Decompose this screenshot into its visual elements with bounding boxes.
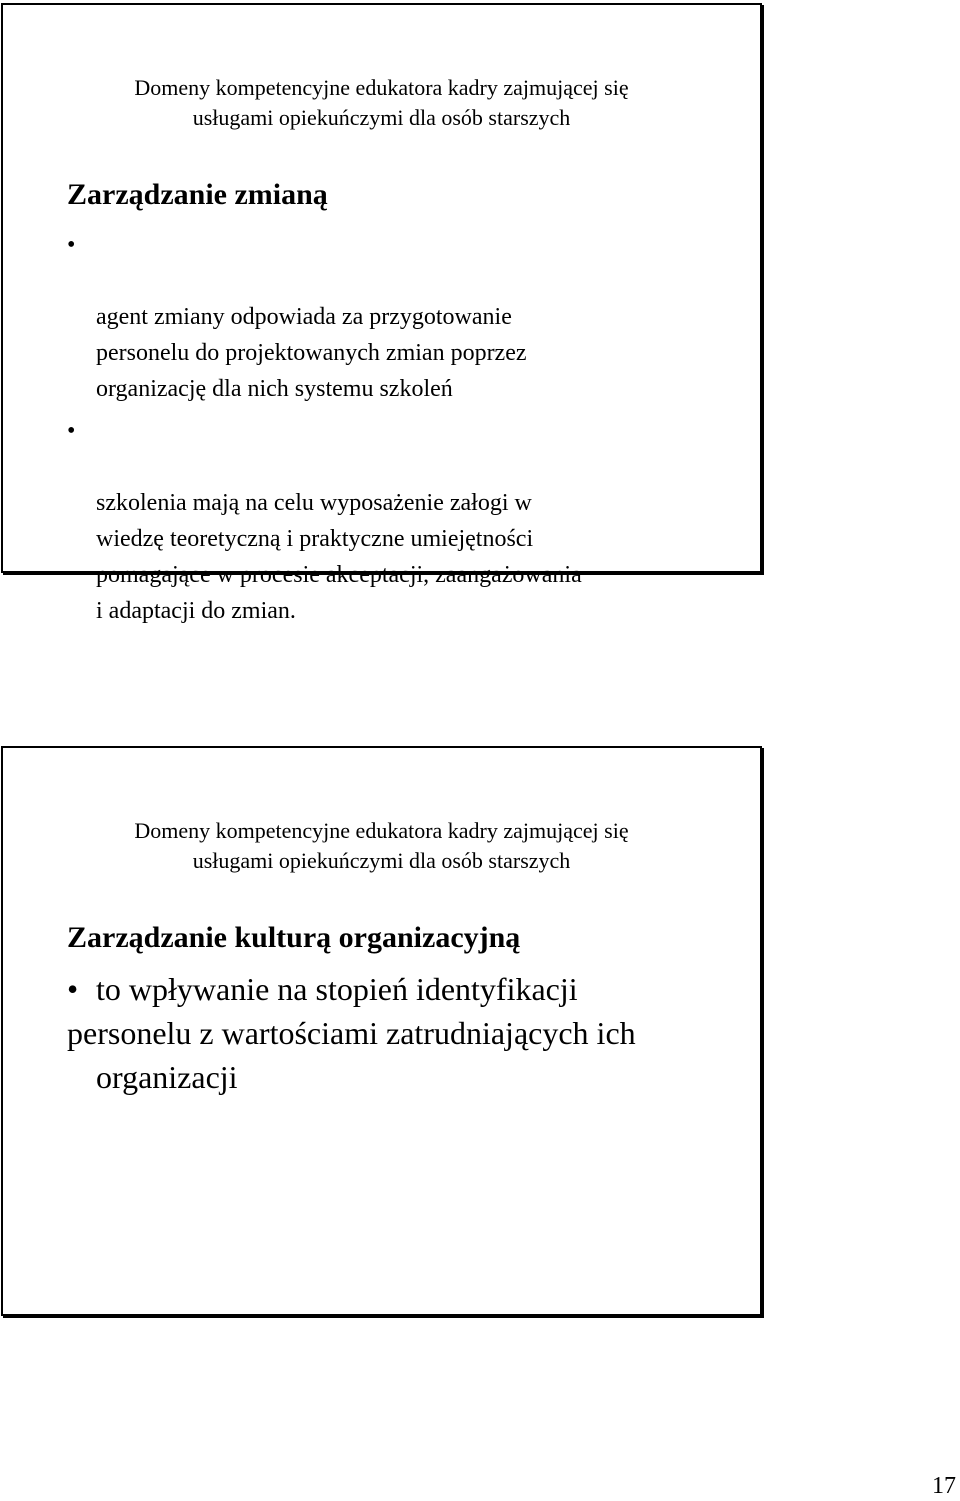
slide-2 <box>1 746 762 1316</box>
bullet-icon: • <box>67 971 79 1007</box>
body-line-1-text: to wpływanie na stopień identyfikacji <box>96 971 578 1007</box>
bullet-text: szkolenia mają na celu wyposażenie załogi w wiedzę teoretyczną i praktyczne umiejętności pomagające w procesie akceptacji, zaangażowania i adaptacji do zmian. <box>96 490 582 624</box>
subtitle-line-2: usługami opiekuńczymi dla osób starszych <box>192 848 571 873</box>
subtitle-line-1: Domeny kompetencyjne edukatora kadry zajmującej się <box>134 75 629 100</box>
slide-1 <box>1 3 762 624</box>
subtitle-line-2: usługami opiekuńczymi dla osób starszych <box>192 105 571 130</box>
bullet-list <box>67 227 582 635</box>
bullet-text: agent zmiany odpowiada za przygotowanie personelu do projektowanych zmian poprzez organizację dla nich systemu szkoleń <box>96 304 527 402</box>
body-line-2: personelu z wartościami zatrudniających ich <box>67 1015 636 1051</box>
slide-subtitle <box>3 73 760 133</box>
bullet-icon: • <box>67 232 76 258</box>
body-line-1 <box>67 967 636 1011</box>
slide-heading: Zarządzanie zmianą <box>67 178 328 211</box>
slide-heading: Zarządzanie kulturą organizacyjną <box>67 921 521 954</box>
subtitle-line-1: Domeny kompetencyjne edukatora kadry zajmującej się <box>134 818 629 843</box>
page-number: 17 <box>932 1473 956 1499</box>
bullet-item <box>67 413 582 629</box>
body-line-3: organizacji <box>96 1059 238 1095</box>
bullet-icon: • <box>67 418 76 444</box>
bullet-item <box>67 227 582 407</box>
slide-body <box>67 967 636 1099</box>
slide-subtitle <box>3 816 760 876</box>
